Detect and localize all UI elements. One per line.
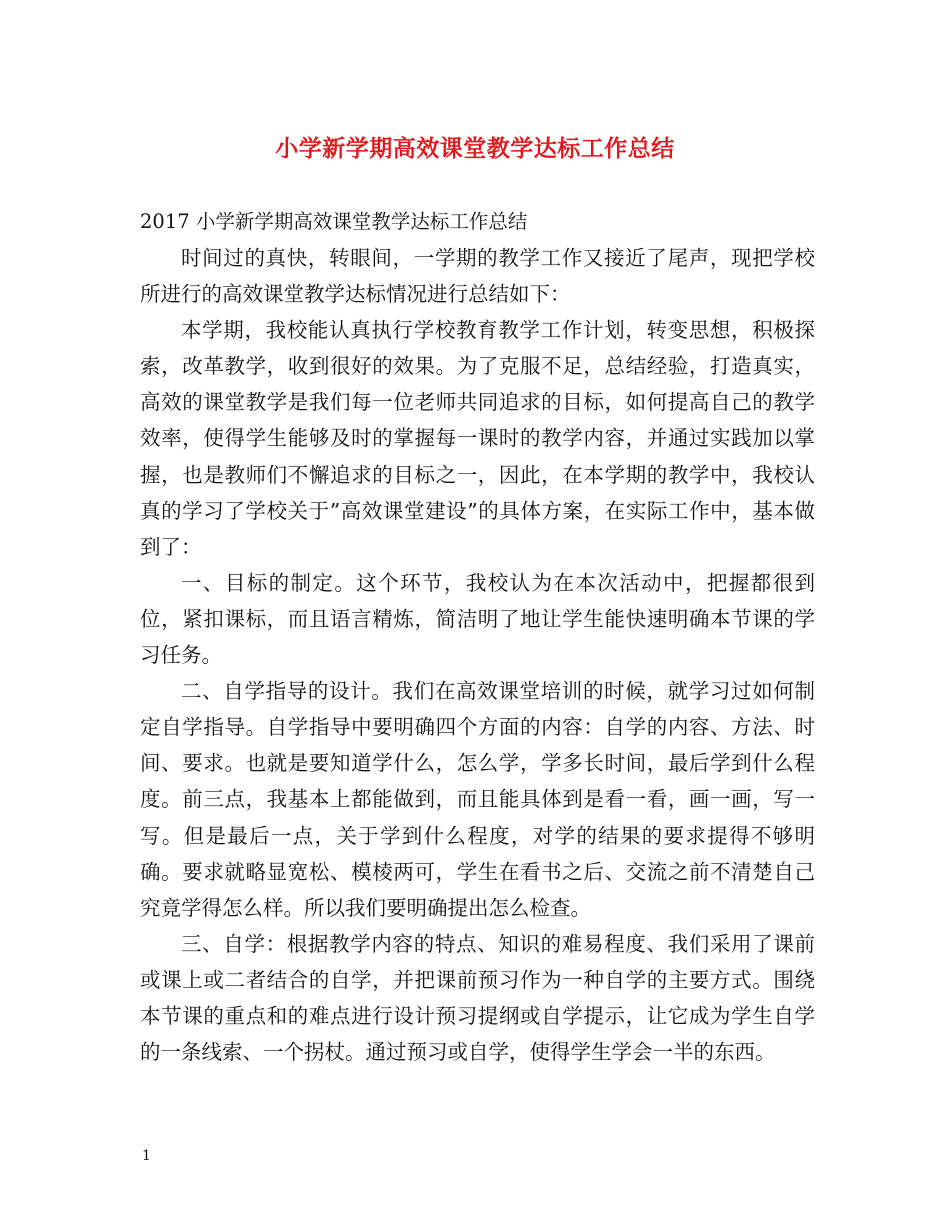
paragraph-overview: 本学期，我校能认真执行学校教育教学工作计划，转变思想，积极探索，改革教学，收到很好的效果。为了克服不足，总结经验，打造真实，高效的课堂教学是我们每一位老师共同追求的目标，如何提高自己的教学效率，使得学生能够及时的掌握每一课时的教学内容，并通过实践加以掌握，也是教师们不懈追求的目标之一，因此，在本学期的教学中，我校认真的学习了学校关于”高效课堂建设”的具体方案，在实际工作中，基本做到了： <box>140 318 815 559</box>
document-body <box>140 204 815 1070</box>
paragraph-self-study: 三、自学：根据教学内容的特点、知识的难易程度、我们采用了课前或课上或二者结合的自学，并把课前预习作为一种自学的主要方式。围绕本节课的重点和的难点进行设计预习提纲或自学提示，让它成为学生自学的一条线索、一个拐杖。通过预习或自学，使得学生学会一半的东西。 <box>140 931 815 1065</box>
paragraph-intro: 时间过的真快，转眼间，一学期的教学工作又接近了尾声，现把学校所进行的高效课堂教学达标情况进行总结如下： <box>140 246 815 307</box>
document-subtitle: 2017 小学新学期高效课堂教学达标工作总结 <box>140 210 528 233</box>
paragraph-goal-setting: 一、目标的制定。这个环节，我校认为在本次活动中，把握都很到位，紧扣课标，而且语言精炼，简洁明了地让学生能快速明确本节课的学习任务。 <box>140 570 815 668</box>
document-title: 小学新学期高效课堂教学达标工作总结 <box>275 135 675 162</box>
page-number: 1 <box>142 1148 151 1164</box>
paragraph-self-study-guide: 二、自学指导的设计。我们在高效课堂培训的时候，就学习过如何制定自学指导。自学指导中要明确四个方面的内容：自学的内容、方法、时间、要求。也就是要知道学什么，怎么学，学多长时间，最后学到什么程度。前三点，我基本上都能做到，而且能具体到是看一看，画一画，写一写。但是最后一点，关于学到什么程度，对学的结果的要求提得不够明确。要求就略显宽松、模棱两可，学生在看书之后、交流之前不清楚自己究竟学得怎么样。所以我们要明确提出怎么检查。 <box>140 679 815 920</box>
